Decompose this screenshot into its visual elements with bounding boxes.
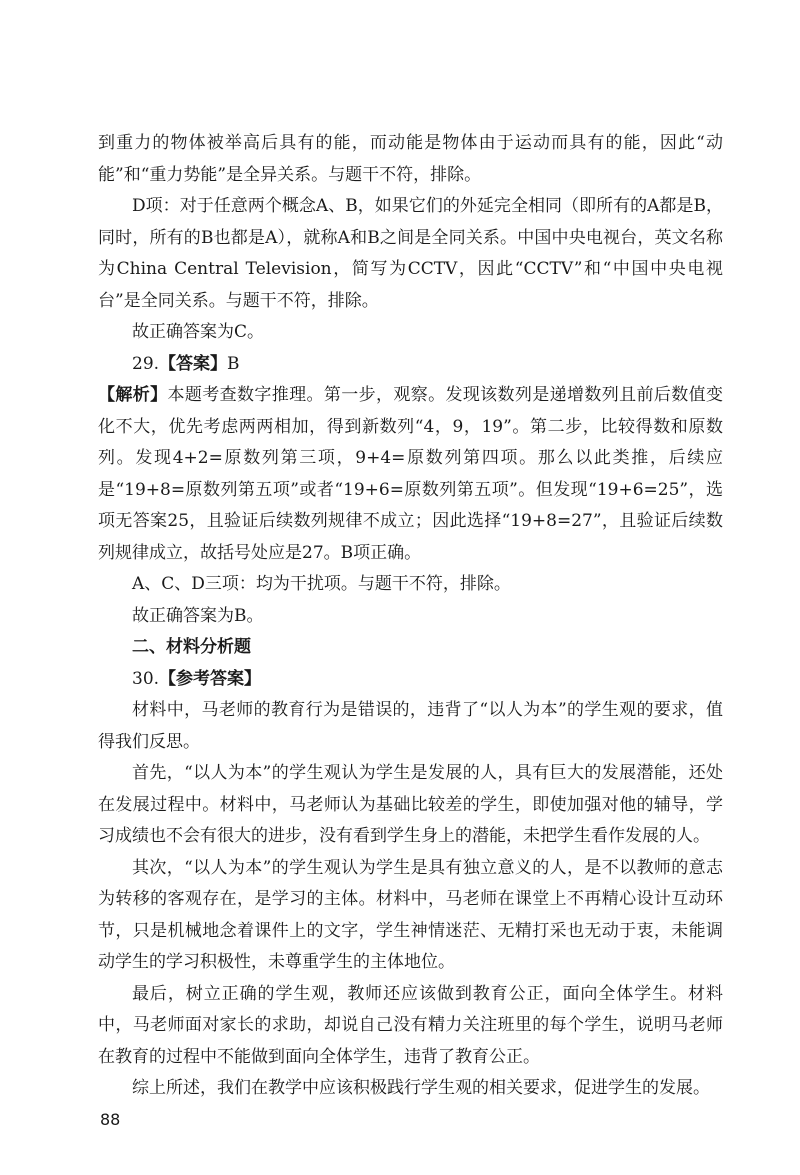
paragraph: D项：对于任意两个概念A、B，如果它们的外延完全相同（即所有的A都是B，同时，所有的B也都是A），就称A和B之间是全同关系。中国中央电视台，英文名称为China Central Television，简写为CCTV，因此“CCTV”和“中国中央电视台”是全同关系。与题干不符，排除。 [98, 196, 723, 311]
paragraph: 到重力的物体被举高后具有的能，而动能是物体由于运动而具有的能，因此“动能”和“重力势能”是全异关系。与题干不符，排除。 [98, 133, 723, 185]
paragraph: 故正确答案为B。 [132, 605, 264, 626]
paragraph: 材料中，马老师的教育行为是错误的，违背了“以人为本”的学生观的要求，值得我们反思。 [98, 700, 723, 752]
page-number: 88 [100, 1110, 121, 1129]
answer-tag: 【答案】 [159, 353, 228, 374]
paragraph: A、C、D三项：均为干扰项。与题干不符，排除。 [132, 574, 511, 594]
paragraph: 故正确答案为C。 [132, 322, 265, 342]
reference-answer-tag: 【参考答案】 [159, 668, 262, 689]
paragraph: 其次，“以人为本”的学生观认为学生是具有独立意义的人，是不以教师的意志为转移的客观存在，是学习的主体。材料中，马老师在课堂上不再精心设计互动环节，只是机械地念着课件上的文字，学生神情迷茫、无精打采也无动于衷，未能调动学生的学习积极性，未尊重学生的主体地位。 [98, 857, 723, 972]
page-body [98, 128, 723, 1105]
answer-value: B [227, 353, 240, 374]
analysis-text: 本题考查数字推理。第一步，观察。发现该数列是递增数列且前后数值变化不大，优先考虑两两相加，得到新数列“4，9，19”。第二步，比较得数和原数列。发现4+2=原数列第三项，9+4=原数列第四项。那么以此类推，后续应是“19+8=原数列第五项”或者“19+6=原数列第五项”。但发现“19+6=25”，选项无答案25，且验证后续数列规律不成立；因此选择“19+8=27”，且验证后续数列规律成立，故括号处应是27。B项正确。 [98, 385, 724, 563]
paragraph: 综上所述，我们在教学中应该积极践行学生观的相关要求，促进学生的发展。 [132, 1078, 710, 1098]
paragraph: 最后，树立正确的学生观，教师还应该做到教育公正，面向全体学生。材料中，马老师面对家长的求助，却说自己没有精力关注班里的每个学生，说明马老师在教育的过程中不能做到面向全体学生，违背了教育公正。 [98, 983, 723, 1067]
question-29-analysis [98, 380, 723, 569]
paragraph: 首先，“以人为本”的学生观认为学生是发展的人，具有巨大的发展潜能，还处在发展过程中。材料中，马老师认为基础比较差的学生，即使加强对他的辅导，学习成绩也不会有很大的进步，没有看到学生身上的潜能，未把学生看作发展的人。 [98, 763, 723, 846]
question-number: 30. [132, 668, 160, 689]
question-number: 29. [132, 353, 160, 374]
question-29-answer-line [98, 349, 723, 381]
question-30-answer-line [98, 664, 723, 696]
analysis-tag: 【解析】 [98, 385, 168, 405]
section-heading: 二、材料分析题 [132, 637, 251, 657]
